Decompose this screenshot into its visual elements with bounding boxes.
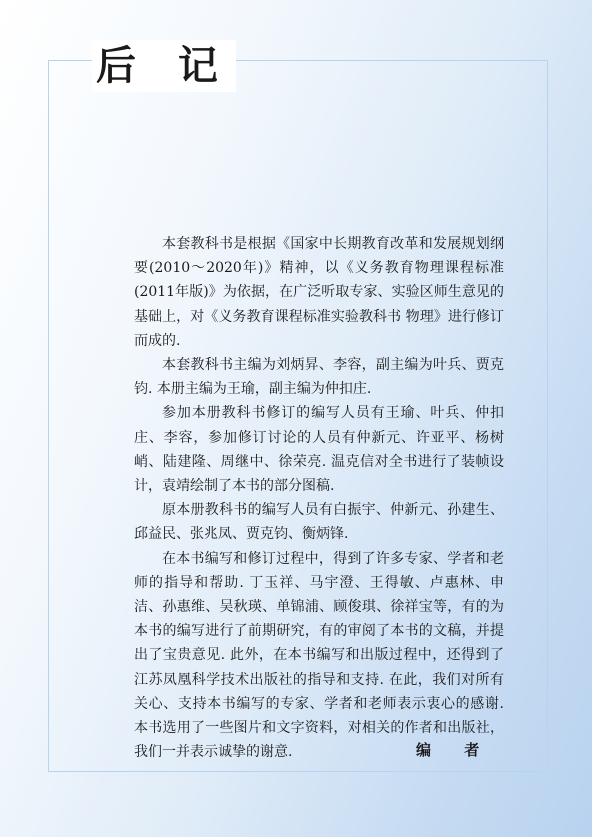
- signature: 编 者: [416, 741, 494, 759]
- paragraph: 在本书编写和修订过程中，得到了许多专家、学者和老师的指导和帮助. 丁玉祥、马宇澄、王得敏、卢惠林、申洁、孙惠维、吴秋瑛、单锦浦、顾俊琪、徐祥宝等，有的为本书的编写进行了前期研究，有的审阅了本书的文稿，并提出了宝贵意见. 此外，在本书编写和出版过程中，还得到了江苏凤凰科学技术出版社的指导和支持. 在此，我们对所有关心、支持本书编写的专家、学者和老师表示衷心的感谢. 本书选用了一些图片和文字资料，对相关的作者和出版社，我们一并表示诚挚的谢意.: [134, 550, 504, 761]
- paragraph: 原本册教科书的编写人员有白振宇、仲新元、孙建生、邱益民、张兆凤、贾克钧、衡炳锋.: [134, 502, 504, 543]
- paragraph: 本套教科书是根据《国家中长期教育改革和发展规划纲要(2010～2020年)》精神，以《义务教育物理课程标准(2011年版)》为依据，在广泛听取专家、实验区师生意见的基础上，对《义务教育课程标准实验教科书 物理》进行修订而成的.: [134, 236, 504, 349]
- page-title: 后 记: [92, 40, 236, 92]
- paragraph: 本套教科书主编为刘炳昇、李容，副主编为叶兵、贾克钧. 本册主编为王瑜，副主编为仲扣庄.: [134, 357, 504, 398]
- paragraph: 参加本册教科书修订的编写人员有王瑜、叶兵、仲扣庄、李容，参加修订讨论的人员有仲新元、许亚平、杨树峭、陆建隆、周继中、徐荣亮. 温克信对全书进行了装帧设计，袁靖绘制了本书的部分图稿.: [134, 405, 504, 495]
- afterword-body: [134, 232, 504, 764]
